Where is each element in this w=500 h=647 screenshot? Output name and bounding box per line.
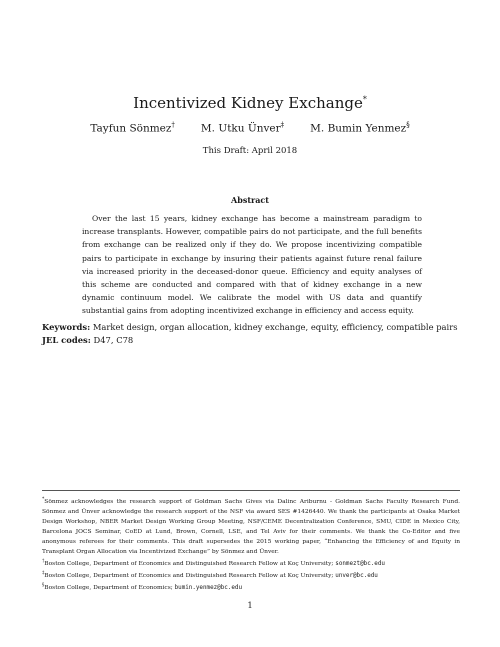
abstract-body: Over the last 15 years, kidney exchange has become a mainstream paradigm to increase transplants. However, compatible pairs do not participate, and the full benefits from exchange can be realized only if they do. We propose incentivizing compatible pairs to participate in exchange by insuring their patients against future renal failure via increased priority in the deceased-donor queue. Efficiency and equity analyses of this scheme are conducted and compared with that of kidney exchange in a new dynamic continuum model. We calibrate the model with US data and quantify substantial gains from adopting incentivized exchange in efficiency and access equity. bbox=[82, 214, 422, 316]
author-email: bumin.yenmez@bc.edu bbox=[174, 584, 242, 591]
author-3 bbox=[310, 121, 410, 135]
author-footnote-marker: ‡ bbox=[280, 121, 285, 129]
footnote-text: Boston College, Department of Economics; bbox=[44, 584, 173, 591]
footnote-author-2 bbox=[42, 569, 460, 581]
jel-codes-text: D47, C78 bbox=[93, 335, 134, 345]
draft-date: This Draft: April 2018 bbox=[202, 146, 298, 156]
author-list bbox=[0, 121, 500, 135]
footnote-text: Boston College, Department of Economics and Distinguished Research Fellow at Koç University; bbox=[44, 572, 334, 579]
author-name: M. Bumin Yenmez bbox=[310, 122, 407, 135]
jel-codes-label: JEL codes: bbox=[42, 335, 91, 345]
page-number: 1 bbox=[247, 600, 253, 610]
author-2 bbox=[201, 121, 284, 135]
author-name: M. Utku Ünver bbox=[200, 122, 281, 135]
keywords-text: Market design, organ allocation, kidney exchange, equity, efficiency, compatible pairs bbox=[92, 322, 458, 332]
author-footnote-marker: § bbox=[406, 121, 410, 129]
title-footnote-marker: * bbox=[362, 95, 367, 105]
footnote-marker: § bbox=[42, 582, 45, 588]
footnote-acknowledgement bbox=[42, 495, 460, 557]
author-email: sonmezt@bc.edu bbox=[335, 560, 385, 567]
author-name: Tayfun Sönmez bbox=[90, 122, 172, 135]
footnote-author-3 bbox=[42, 581, 460, 593]
footnote-text: Boston College, Department of Economics and Distinguished Research Fellow at Koç University; bbox=[44, 560, 334, 567]
keywords-line bbox=[42, 321, 462, 334]
keywords-label: Keywords: bbox=[42, 322, 91, 332]
author-footnote-marker: † bbox=[171, 121, 175, 129]
footnote-author-1 bbox=[42, 557, 460, 569]
footnotes bbox=[42, 490, 460, 593]
footnote-marker: † bbox=[42, 558, 45, 564]
footnote-marker: * bbox=[42, 497, 45, 502]
title-text: Incentivized Kidney Exchange bbox=[133, 94, 363, 113]
footnote-text: Sönmez acknowledges the research support of Goldman Sachs Gives via Dalinc Ariburnu - Goldman Sachs Faculty Research Fund. Sönmez and Ünver acknowledge the research support of the NSF via award SES #1426440. We thank the participants at Osaka Market Design Workshop, NBER Market Design Working Group Meeting, NSF/CEME Decentralization Conference, SMU, CIDE in Mexico City, Barcelona JOCS Seminar, CoED at Lund, Brown, Cornell, LSE, and Tel Aviv for their comments. We thank the Co-Editor and five anonymous referees for their comments. This draft supersedes the 2015 working paper, “Enhancing the Efficiency of and Equity in Transplant Organ Allocation via Incentivized Exchange” by Sönmez and Ünver. bbox=[42, 498, 460, 555]
footnote-marker: ‡ bbox=[42, 570, 45, 576]
keywords-block bbox=[42, 321, 462, 347]
author-1 bbox=[90, 121, 175, 135]
abstract-heading: Abstract bbox=[231, 195, 269, 205]
jel-codes-line bbox=[42, 334, 462, 347]
author-email: unver@bc.edu bbox=[335, 572, 378, 579]
paper-title bbox=[0, 94, 500, 112]
